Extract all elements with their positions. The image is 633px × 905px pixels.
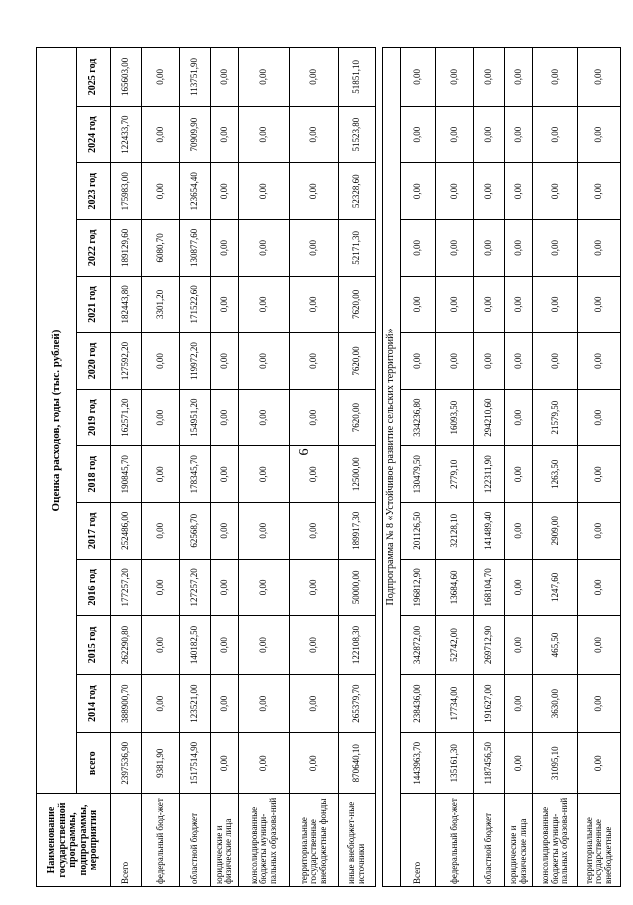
value-cell: 0,00 [239, 503, 290, 560]
table-row [180, 48, 211, 887]
year-header: 2014 год [77, 674, 111, 733]
value-cell: 0,00 [290, 333, 339, 390]
value-cell: 130479,50 [401, 446, 436, 503]
value-cell: 0,00 [290, 163, 339, 220]
value-cell: 12500,00 [338, 446, 375, 503]
subprogram-row [382, 48, 400, 887]
value-cell: 0,00 [578, 333, 621, 390]
value-cell: 0,00 [578, 276, 621, 333]
value-cell: 1247,60 [533, 559, 578, 616]
value-cell: 0,00 [401, 106, 436, 163]
year-header: 2017 год [77, 503, 111, 560]
value-cell: 196812,90 [401, 559, 436, 616]
value-cell: 0,00 [210, 503, 239, 560]
value-cell: 0,00 [504, 163, 533, 220]
value-cell: 269712,90 [474, 616, 505, 675]
value-cell: 0,00 [578, 163, 621, 220]
table-row [504, 48, 533, 887]
value-cell: 334236,80 [401, 389, 436, 446]
value-cell: 177257,20 [111, 559, 142, 616]
table-row [474, 48, 505, 887]
value-cell: 0,00 [504, 220, 533, 277]
value-cell: 7620,00 [338, 333, 375, 390]
value-cell: 0,00 [141, 674, 180, 733]
value-cell: 0,00 [141, 616, 180, 675]
table-row [111, 48, 142, 887]
value-cell: 189917,30 [338, 503, 375, 560]
table-row [401, 48, 436, 887]
value-cell: 0,00 [239, 163, 290, 220]
value-cell: 2397536,90 [111, 733, 142, 794]
value-cell: 0,00 [578, 503, 621, 560]
value-cell: 0,00 [210, 446, 239, 503]
value-cell: 0,00 [210, 559, 239, 616]
value-cell: 0,00 [239, 446, 290, 503]
value-cell: 870640,10 [338, 733, 375, 794]
value-cell: 0,00 [239, 220, 290, 277]
value-cell: 294210,60 [474, 389, 505, 446]
value-cell: 127592,20 [111, 333, 142, 390]
value-cell: 0,00 [533, 276, 578, 333]
value-cell: 0,00 [504, 333, 533, 390]
value-cell: 165603,00 [111, 48, 142, 107]
row-label: Всего [401, 794, 436, 887]
value-cell: 0,00 [210, 220, 239, 277]
budget-table-container [36, 47, 621, 887]
value-cell: 0,00 [533, 48, 578, 107]
value-cell: 0,00 [533, 220, 578, 277]
value-cell: 190845,70 [111, 446, 142, 503]
value-cell: 0,00 [210, 333, 239, 390]
row-label: областной бюджет [474, 794, 505, 887]
value-cell: 154951,20 [180, 389, 211, 446]
value-cell: 0,00 [141, 446, 180, 503]
value-cell: 21579,50 [533, 389, 578, 446]
table-row [338, 48, 375, 887]
table-row [435, 48, 474, 887]
value-cell: 0,00 [141, 333, 180, 390]
value-cell: 0,00 [141, 48, 180, 107]
value-cell: 0,00 [474, 106, 505, 163]
value-cell: 0,00 [290, 674, 339, 733]
year-header: 2020 год [77, 333, 111, 390]
value-cell: 6080,70 [141, 220, 180, 277]
table-row [239, 48, 290, 887]
value-cell: 127257,20 [180, 559, 211, 616]
subprogram-title: Подпрограмма № 8 «Устойчивое развитие сельских территорий» [382, 48, 400, 887]
year-header: 2016 год [77, 559, 111, 616]
year-header: 2018 год [77, 446, 111, 503]
value-cell: 1443963,70 [401, 733, 436, 794]
value-cell: 0,00 [504, 106, 533, 163]
year-header-row [77, 48, 111, 887]
value-cell: 0,00 [290, 446, 339, 503]
value-cell: 342872,00 [401, 616, 436, 675]
value-cell: 122311,90 [474, 446, 505, 503]
year-header: всего [77, 733, 111, 794]
row-label: юридические и физические лица [504, 794, 533, 887]
value-cell: 50000,00 [338, 559, 375, 616]
value-cell: 13684,60 [435, 559, 474, 616]
value-cell: 0,00 [435, 48, 474, 107]
value-cell: 0,00 [239, 389, 290, 446]
value-cell: 2779,10 [435, 446, 474, 503]
value-cell: 0,00 [474, 163, 505, 220]
value-cell: 0,00 [141, 389, 180, 446]
value-cell: 0,00 [401, 276, 436, 333]
spacer-cell [375, 48, 382, 887]
value-cell: 0,00 [504, 616, 533, 675]
value-cell: 0,00 [504, 559, 533, 616]
row-label: консолидированные бюджеты муници-пальных образова-ний [533, 794, 578, 887]
value-cell: 0,00 [239, 276, 290, 333]
value-cell: 130877,60 [180, 220, 211, 277]
value-cell: 0,00 [290, 220, 339, 277]
value-cell: 0,00 [290, 48, 339, 107]
year-header: 2019 год [77, 389, 111, 446]
value-cell: 0,00 [578, 389, 621, 446]
value-cell: 0,00 [435, 106, 474, 163]
year-header: 2015 год [77, 616, 111, 675]
value-cell: 1263,50 [533, 446, 578, 503]
value-cell: 0,00 [504, 446, 533, 503]
value-cell: 52742,00 [435, 616, 474, 675]
value-cell: 0,00 [210, 616, 239, 675]
value-cell: 238436,00 [401, 674, 436, 733]
table-row [290, 48, 339, 887]
value-cell: 0,00 [435, 163, 474, 220]
table-row [141, 48, 180, 887]
value-cell: 0,00 [239, 106, 290, 163]
value-cell: 122433,70 [111, 106, 142, 163]
value-cell: 0,00 [435, 220, 474, 277]
value-cell: 178345,70 [180, 446, 211, 503]
row-label: консолидированные бюджеты муници-пальных образова-ний [239, 794, 290, 887]
value-cell: 0,00 [290, 503, 339, 560]
value-cell: 0,00 [290, 616, 339, 675]
value-cell: 0,00 [578, 106, 621, 163]
value-cell: 0,00 [210, 733, 239, 794]
value-cell: 189129,60 [111, 220, 142, 277]
value-cell: 0,00 [435, 333, 474, 390]
table-row [210, 48, 239, 887]
value-cell: 0,00 [239, 733, 290, 794]
row-label: территориальные государственные внебюджетные фонды [290, 794, 339, 887]
value-cell: 7620,00 [338, 389, 375, 446]
value-cell: 0,00 [290, 389, 339, 446]
year-header: 2023 год [77, 163, 111, 220]
value-cell: 0,00 [578, 446, 621, 503]
value-cell: 0,00 [578, 733, 621, 794]
value-cell: 141489,40 [474, 503, 505, 560]
row-label: иные внебюджет-ные источники [338, 794, 375, 887]
table-row [533, 48, 578, 887]
value-cell: 52328,60 [338, 163, 375, 220]
value-cell: 0,00 [435, 276, 474, 333]
value-cell: 0,00 [401, 163, 436, 220]
value-cell: 0,00 [504, 389, 533, 446]
value-cell: 191627,00 [474, 674, 505, 733]
value-cell: 175983,00 [111, 163, 142, 220]
value-cell: 388900,70 [111, 674, 142, 733]
year-header: 2022 год [77, 220, 111, 277]
value-cell: 0,00 [210, 276, 239, 333]
value-cell: 52171,30 [338, 220, 375, 277]
row-label: территориальные государственные внебюджетные [578, 794, 621, 887]
value-cell: 51523,80 [338, 106, 375, 163]
row-label: областной бюджет [180, 794, 211, 887]
value-cell: 0,00 [578, 559, 621, 616]
value-cell: 0,00 [578, 220, 621, 277]
row-label: юридические и физические лица [210, 794, 239, 887]
page-number: 6 [297, 448, 312, 456]
value-cell: 0,00 [210, 163, 239, 220]
value-cell: 1517514,90 [180, 733, 211, 794]
value-cell: 0,00 [504, 48, 533, 107]
value-cell: 0,00 [239, 333, 290, 390]
value-cell: 0,00 [504, 733, 533, 794]
value-cell: 123654,40 [180, 163, 211, 220]
value-cell: 0,00 [504, 674, 533, 733]
value-cell: 0,00 [141, 106, 180, 163]
table-body [111, 48, 621, 887]
value-cell: 0,00 [290, 276, 339, 333]
value-cell: 0,00 [290, 733, 339, 794]
spacer-row [375, 48, 382, 887]
value-cell: 0,00 [533, 333, 578, 390]
value-cell: 162571,20 [111, 389, 142, 446]
value-cell: 62568,70 [180, 503, 211, 560]
value-cell: 0,00 [401, 333, 436, 390]
budget-table [36, 47, 621, 887]
value-cell: 17734,00 [435, 674, 474, 733]
value-cell: 0,00 [239, 559, 290, 616]
value-cell: 16093,50 [435, 389, 474, 446]
year-header: 2021 год [77, 276, 111, 333]
value-cell: 0,00 [474, 333, 505, 390]
value-cell: 140182,50 [180, 616, 211, 675]
value-cell: 0,00 [533, 106, 578, 163]
value-cell: 0,00 [141, 503, 180, 560]
value-cell: 252486,00 [111, 503, 142, 560]
estimate-header: Оценка расходов, годы (тыс. рублей) [37, 48, 77, 794]
value-cell: 0,00 [210, 674, 239, 733]
value-cell: 32128,10 [435, 503, 474, 560]
value-cell: 0,00 [504, 276, 533, 333]
value-cell: 0,00 [141, 163, 180, 220]
value-cell: 262290,80 [111, 616, 142, 675]
value-cell: 465,50 [533, 616, 578, 675]
value-cell: 201126,50 [401, 503, 436, 560]
value-cell: 265379,70 [338, 674, 375, 733]
value-cell: 119972,20 [180, 333, 211, 390]
value-cell: 0,00 [578, 616, 621, 675]
value-cell: 113751,90 [180, 48, 211, 107]
row-label: федеральный бюд-жет [435, 794, 474, 887]
value-cell: 2909,00 [533, 503, 578, 560]
value-cell: 0,00 [474, 220, 505, 277]
value-cell: 0,00 [578, 48, 621, 107]
value-cell: 0,00 [239, 616, 290, 675]
value-cell: 0,00 [290, 559, 339, 616]
value-cell: 0,00 [239, 48, 290, 107]
value-cell: 0,00 [210, 389, 239, 446]
value-cell: 0,00 [239, 674, 290, 733]
value-cell: 0,00 [210, 48, 239, 107]
value-cell: 0,00 [474, 48, 505, 107]
year-header: 2025 год [77, 48, 111, 107]
value-cell: 31095,10 [533, 733, 578, 794]
value-cell: 123521,00 [180, 674, 211, 733]
value-cell: 9381,90 [141, 733, 180, 794]
value-cell: 0,00 [141, 559, 180, 616]
value-cell: 0,00 [474, 276, 505, 333]
value-cell: 168104,70 [474, 559, 505, 616]
value-cell: 182443,80 [111, 276, 142, 333]
row-label: федеральный бюд-жет [141, 794, 180, 887]
value-cell: 51851,10 [338, 48, 375, 107]
value-cell: 122108,30 [338, 616, 375, 675]
table-row [578, 48, 621, 887]
value-cell: 0,00 [504, 503, 533, 560]
value-cell: 0,00 [401, 220, 436, 277]
value-cell: 0,00 [210, 106, 239, 163]
value-cell: 3301,20 [141, 276, 180, 333]
value-cell: 7620,00 [338, 276, 375, 333]
value-cell: 0,00 [578, 674, 621, 733]
name-column-header: Наименование государственной программы, подпрограммы, мероприятия [37, 794, 111, 887]
value-cell: 171522,60 [180, 276, 211, 333]
row-label: Всего [111, 794, 142, 887]
value-cell: 70909,90 [180, 106, 211, 163]
year-header: 2024 год [77, 106, 111, 163]
value-cell: 0,00 [401, 48, 436, 107]
value-cell: 0,00 [533, 163, 578, 220]
value-cell: 1187456,50 [474, 733, 505, 794]
value-cell: 135161,30 [435, 733, 474, 794]
value-cell: 0,00 [290, 106, 339, 163]
value-cell: 3630,00 [533, 674, 578, 733]
